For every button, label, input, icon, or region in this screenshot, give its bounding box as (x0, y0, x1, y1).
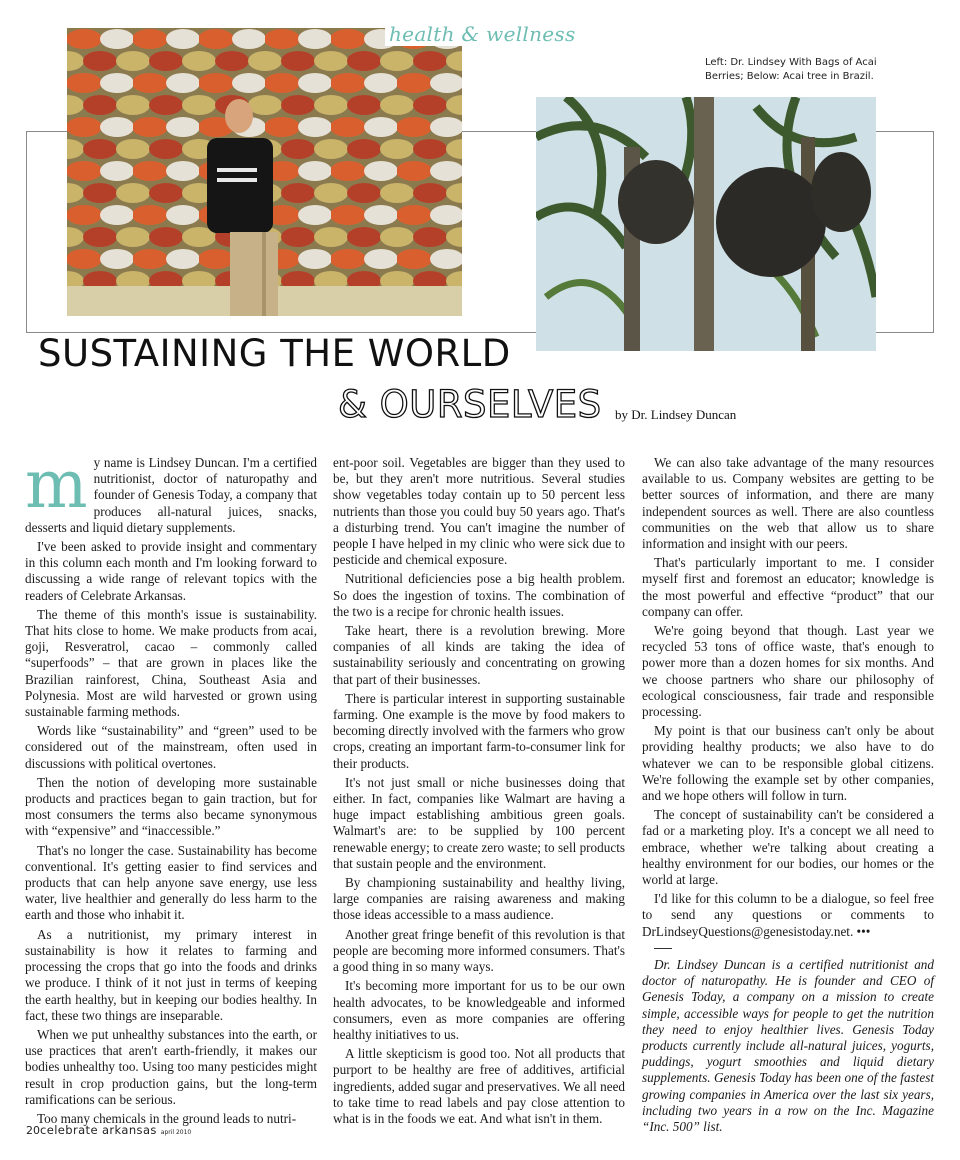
photo-acai-tree (536, 97, 876, 351)
paragraph: Take heart, there is a revolution brewing. More companies of all kinds are taking the idea of sustainability seriously and concentrating on growing that part of their businesses. (333, 623, 625, 687)
headline-line-2: & OURSELVES (338, 383, 602, 426)
bio-divider (654, 948, 672, 949)
article-column-3 (642, 455, 934, 1138)
paragraph: Words like “sustainability” and “green” used to be considered out of the mainstream, often used in discussions with political overtones. (25, 723, 317, 771)
paragraph (25, 446, 317, 536)
paragraph: The concept of sustainability can't be considered a fad or a marketing ploy. It's a concept we all need to embrace, whether we're talking about creating a healthy environment for our bodies, our homes or the world at large. (642, 807, 934, 888)
page-footer (26, 1123, 191, 1137)
paragraph: As a nutritionist, my primary interest in sustainability is how it relates to farming and processing the crops that go into the foods and drinks we produce. I think of it not just in terms of keeping the earth healthy, but in keeping our bodies healthy. In fact, these two things are inseparable. (25, 926, 317, 1023)
photo-acai-bags (67, 28, 462, 316)
author-bio: Dr. Lindsey Duncan is a certified nutritionist and doctor of naturopathy. He is founder and CEO of Genesis Today, a company on a mission to create simple, accessible ways for people to get the nutrition they need to enjoy healthier lives. Genesis Today products currently include all-natural juices, yogurts, puddings, yogurt smoothies and liquid dietary supplements. Genesis Today has been one of the fastest growing companies in America over the last six years, including two years in a row on the Inc. Magazine “Inc. 500” list. (642, 956, 934, 1134)
byline: by Dr. Lindsey Duncan (615, 407, 737, 422)
frame-line-top-mid (462, 131, 536, 132)
section-header: health & wellness (385, 22, 580, 46)
frame-line-bottom-right (876, 332, 934, 333)
issue-date: april 2010 (160, 1129, 192, 1136)
frame-line-right (933, 131, 934, 333)
frame-line-top-left (26, 131, 68, 132)
paragraph: Too many chemicals in the ground leads to nutri- (37, 1110, 297, 1126)
magazine-name: celebrate arkansas (40, 1123, 157, 1137)
paragraph: It's not just small or niche businesses doing that either. In fact, companies like Walmart are having a huge impact establishing ambitious green goals. Walmart's are: to be supplied by 100 percent renewable energy; to create zero waste; to sell products that sustain people and the environment. (333, 774, 625, 871)
paragraph: When we put unhealthy substances into the earth, or use practices that aren't earth-friendly, it makes our bodies unhealthy too. Using too many pesticides might result in crop production gains, but the long-term ramifications can be serious. (25, 1026, 317, 1107)
paragraph: That's particularly important to me. I consider myself first and foremost an educator; knowledge is the most powerful and effective “product” that our company can offer. (642, 555, 934, 619)
article-column-1 (25, 446, 317, 1130)
paragraph: A little skepticism is good too. Not all products that purport to be healthy are free of additives, artificial ingredients, added sugar and preservatives. We all need to take time to read labels and pay close attention to what is in the foods we eat. And what isn't in them. (333, 1046, 626, 1126)
headline-line-1: SUSTAINING THE WORLD (38, 332, 511, 375)
paragraph-text: y name is Lindsey Duncan. I'm a certified nutritionist, doctor of naturopathy and founder of Genesis Today, a company that produces all-natural juices, snacks, desserts and liquid dietary supplements. (25, 455, 317, 535)
paragraph: I'd like for this column to be a dialogue, so feel free to send any questions or comments to DrLindseyQuestions@genesistoday.net. ••• (642, 891, 934, 939)
paragraph: Then the notion of developing more sustainable products and practices began to gain traction, but for most consumers the terms also became synonymous with “expensive” and “inaccessible.” (25, 774, 317, 839)
article-column-2 (333, 455, 625, 1130)
frame-line-left (26, 131, 27, 333)
acai-tree-illustration (536, 97, 876, 351)
paragraph: That's no longer the case. Sustainability has become conventional. It's getting easier to find services and products that can help anyone save energy, use less water, live healthier and generally do less harm to the earth and those who inhabit it. (25, 842, 317, 923)
paragraph: By championing sustainability and healthy living, large companies are raising awareness and making those ideas accessible to a mass audience. (333, 875, 625, 923)
paragraph: There is particular interest in supporting sustainable farming. One example is the move by food makers to becoming directly involved with the farmers who grow crops, creating an important farm-to-consumer link for their products. (333, 690, 625, 771)
paragraph: We're going beyond that though. Last year we recycled 53 tons of office waste, that's enough to power more than a dozen homes for six months. And we choose partners who share our philosophy of ecological consciousness, fair trade and responsible processing. (642, 623, 934, 720)
paragraph: My point is that our business can't only be about providing healthy products; we also have to do whatever we can to be responsible global citizens. We're following the example set by other companies, and we hope others will follow in turn. (642, 723, 934, 804)
photo-caption: Left: Dr. Lindsey With Bags of Acai Berries; Below: Acai tree in Brazil. (705, 57, 877, 82)
paragraph: It's becoming more important for us to be our own health advocates, to be knowledgeable and informed consumers, even as more companies are offering healthy initiatives to us. (333, 978, 625, 1042)
paragraph: Nutritional deficiencies pose a big health problem. So does the ingestion of toxins. The combination of the two is a recipe for chronic health issues. (333, 571, 625, 619)
acai-bags-illustration (67, 28, 462, 316)
paragraph: We can also take advantage of the many resources available to us. Company websites are getting to be better sources of information, and there are many independent sources as well. There are also countless communities on the web that allow us to share information and insight with our peers. (642, 455, 934, 552)
frame-line-top-right (876, 131, 934, 132)
drop-cap: m (25, 446, 88, 523)
paragraph: Another great fringe benefit of this revolution is that people are becoming more informed consumers. That's a good thing in so many ways. (333, 926, 625, 975)
paragraph: I've been asked to provide insight and commentary in this column each month and I'm looking forward to discussing a wide range of relevant topics with the readers of Celebrate Arkansas. (25, 539, 317, 603)
page-number: 20 (26, 1124, 40, 1137)
paragraph: ent-poor soil. Vegetables are bigger than they used to be, but they aren't more nutritious. Several studies show vegetables today contain up to 50 percent less nutrients than those you could buy 50 years ago. That's a disturbing trend. You can't imagine the number of people I have helped in my clinic who were sick due to pesticide and chemical exposure. (333, 455, 625, 568)
paragraph: The theme of this month's issue is sustainability. That hits close to home. We make products from acai, goji, Resveratrol, cacao – commonly called “superfoods” – that are grown in places like the Brazilian rainforest, China, Southeast Asia and Polynesia. Most are wild harvested or grown using sustainable farming methods. (25, 606, 317, 720)
